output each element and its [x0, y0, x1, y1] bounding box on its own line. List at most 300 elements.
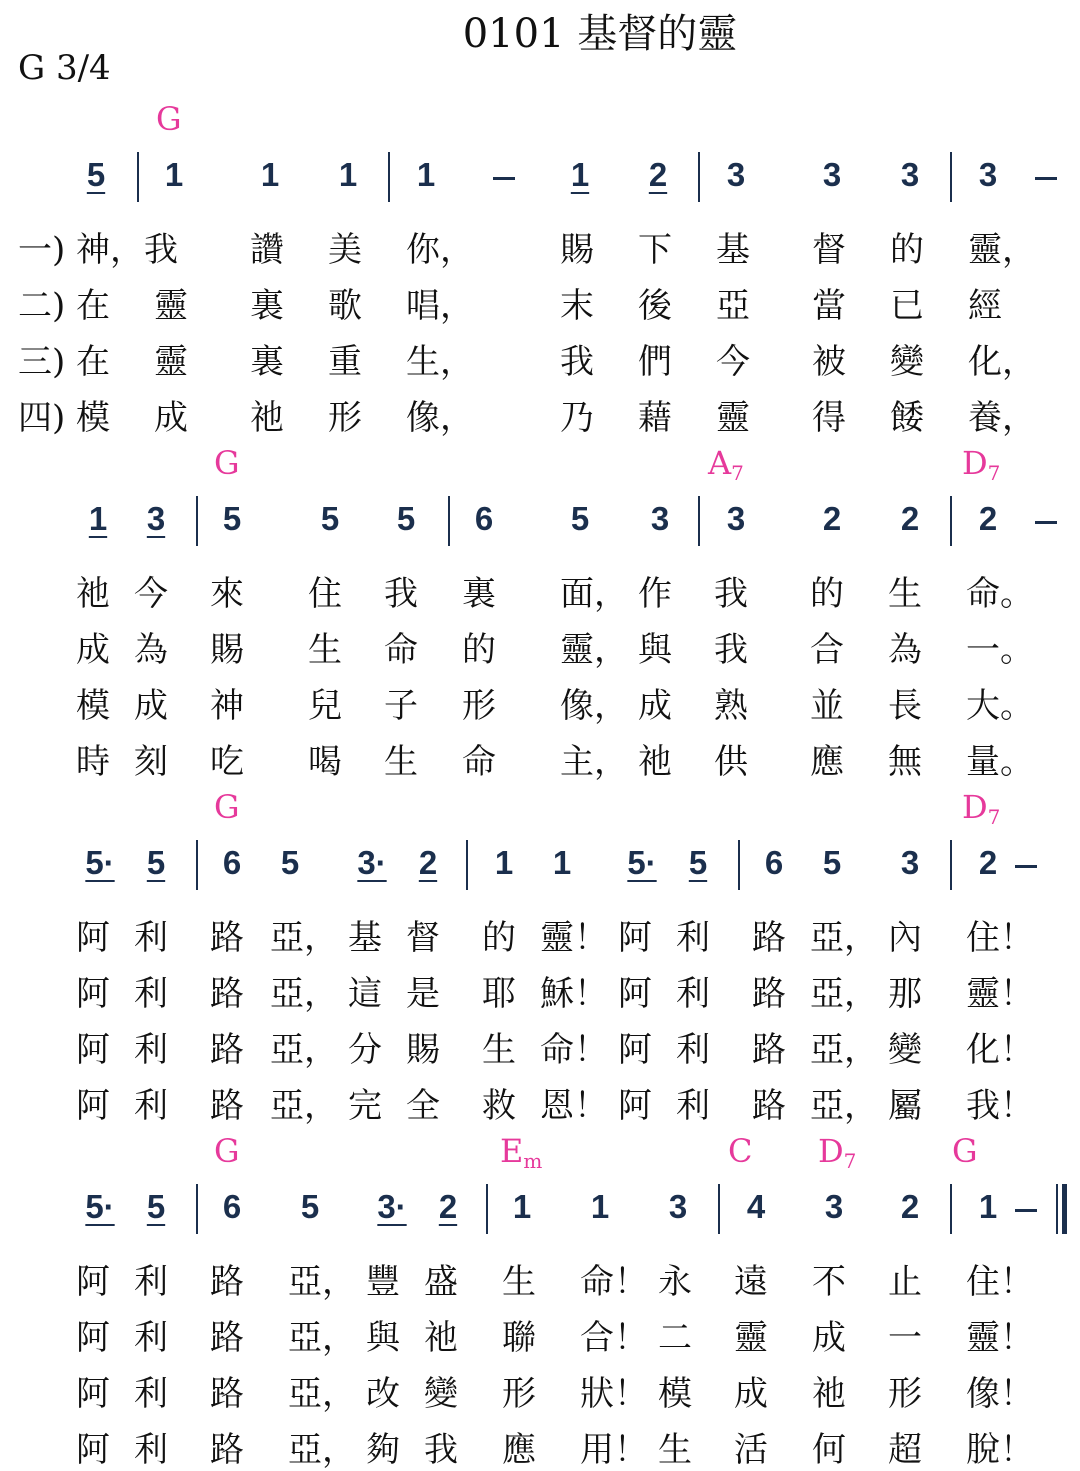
note: 1 [978, 1188, 998, 1225]
lyric-syllable: 亞， [810, 974, 878, 1014]
lyric-syllable: 這 [348, 974, 382, 1014]
lyric-syllable: 合！ [580, 1318, 648, 1358]
lyric-syllable: 亞， [810, 1030, 878, 1070]
lyric-syllable: 形 [502, 1374, 536, 1414]
note: 3 [726, 500, 746, 537]
lyric-syllable: 變 [888, 1030, 922, 1070]
note: 1 [494, 844, 514, 881]
sustain-dash [1015, 865, 1037, 868]
lyric-syllable: 我 [714, 574, 748, 614]
lyric-syllable: 命。 [966, 574, 1034, 614]
lyric-syllable: 活 [734, 1430, 768, 1470]
chord [952, 1132, 978, 1170]
lyric-syllable: 重 [328, 342, 362, 382]
lyric-syllable: 一 [888, 1318, 922, 1358]
lyric-syllable: 供 [714, 742, 748, 782]
lyric-syllable: 成 [734, 1374, 768, 1414]
lyric-syllable: 路 [210, 1262, 244, 1302]
chord [214, 444, 240, 482]
verse-number: 二) [18, 286, 66, 326]
barline [388, 152, 390, 202]
chord-root: D [962, 444, 988, 482]
lyric-syllable: 已 [890, 286, 924, 326]
chord-root: G [952, 1132, 978, 1170]
lyric-syllable: 亞， [288, 1262, 356, 1302]
chord [962, 444, 1000, 485]
lyric-syllable: 為 [888, 630, 922, 670]
note: 2 [900, 500, 920, 537]
chord [214, 1132, 240, 1170]
lyric-syllable: 應 [502, 1430, 536, 1470]
barline [486, 1184, 488, 1234]
lyric-syllable: 你， [406, 230, 474, 270]
lyric-syllable: 內 [888, 918, 922, 958]
note: 1 [590, 1188, 610, 1225]
note: 3· [377, 1188, 407, 1225]
chord-root: G [156, 100, 182, 138]
lyric-syllable: 利 [676, 1086, 710, 1126]
lyric-syllable: 靈 [154, 342, 188, 382]
lyric-syllable: 喝 [308, 742, 342, 782]
lyric-syllable: 狀！ [580, 1374, 648, 1414]
lyric-syllable: 利 [676, 974, 710, 1014]
lyric-syllable: 經 [968, 286, 1002, 326]
chord-quality: m [523, 1149, 543, 1173]
lyric-syllable: 形 [462, 686, 496, 726]
lyric-syllable: 的 [890, 230, 924, 270]
lyric-syllable: 督 [406, 918, 440, 958]
lyric-syllable: 形 [888, 1374, 922, 1414]
note: 5 [320, 500, 340, 537]
lyric-syllable: 模 [76, 398, 110, 438]
lyric-syllable: 裏 [462, 574, 496, 614]
note: 3 [726, 156, 746, 193]
lyric-syllable: 用！ [580, 1430, 648, 1470]
barline [196, 496, 198, 546]
lyric-syllable: 靈！ [966, 974, 1034, 1014]
lyric-syllable: 遠 [734, 1262, 768, 1302]
chord-root: G [214, 1132, 240, 1170]
lyric-syllable: 阿 [618, 1086, 652, 1126]
barline [950, 496, 952, 546]
lyric-syllable: 利 [134, 1262, 168, 1302]
lyric-syllable: 我 [424, 1430, 458, 1470]
lyric-syllable: 與 [366, 1318, 400, 1358]
barline [738, 840, 740, 890]
lyric-syllable: 路 [210, 1086, 244, 1126]
note: 3· [357, 844, 387, 881]
lyric-syllable: 當 [812, 286, 846, 326]
lyric-syllable: 一。 [966, 630, 1034, 670]
lyric-syllable: 形 [328, 398, 362, 438]
lyric-syllable: 夠 [366, 1430, 400, 1470]
lyric-syllable: 祂 [638, 742, 672, 782]
lyric-syllable: 盛 [424, 1262, 458, 1302]
note: 5· [627, 844, 657, 881]
lyric-syllable: 模 [76, 686, 110, 726]
lyric-syllable: 路 [210, 1430, 244, 1470]
barline [950, 1184, 952, 1234]
lyric-syllable: 豐 [366, 1262, 400, 1302]
lyric-syllable: 住！ [966, 1262, 1034, 1302]
chord-root: E [500, 1132, 524, 1170]
note: 5· [85, 1188, 115, 1225]
note: 3 [146, 500, 166, 537]
lyric-syllable: 恩！ [540, 1086, 608, 1126]
note: 5· [85, 844, 115, 881]
lyric-syllable: 完 [348, 1086, 382, 1126]
note: 5 [86, 156, 106, 193]
lyric-syllable: 阿 [76, 1262, 110, 1302]
lyric-syllable: 的 [462, 630, 496, 670]
lyric-syllable: 變 [424, 1374, 458, 1414]
lyric-syllable: 祂 [424, 1318, 458, 1358]
lyric-syllable: 像！ [966, 1374, 1034, 1414]
lyric-syllable: 利 [134, 974, 168, 1014]
lyric-syllable: 祂 [812, 1374, 846, 1414]
lyric-syllable: 生 [658, 1430, 692, 1470]
lyric-syllable: 路 [752, 918, 786, 958]
sustain-dash [493, 177, 515, 180]
note: 1 [570, 156, 590, 193]
final-barline-thick [1062, 1184, 1067, 1234]
lyric-syllable: 亞， [810, 1086, 878, 1126]
lyric-syllable: 像， [406, 398, 474, 438]
chord-quality: 7 [987, 461, 1001, 485]
lyric-syllable: 靈 [154, 286, 188, 326]
lyric-syllable: 裏 [250, 342, 284, 382]
chord-root: D [962, 788, 988, 826]
barline [950, 152, 952, 202]
lyric-syllable: 美 [328, 230, 362, 270]
lyric-syllable: 全 [406, 1086, 440, 1126]
note: 2 [900, 1188, 920, 1225]
barline [698, 496, 700, 546]
chord-root: G [214, 788, 240, 826]
note: 6 [474, 500, 494, 537]
lyric-syllable: 像， [560, 686, 628, 726]
lyric-syllable: 我！ [966, 1086, 1034, 1126]
lyric-syllable: 合 [810, 630, 844, 670]
lyric-syllable: 靈， [968, 230, 1036, 270]
note: 6 [222, 1188, 242, 1225]
note: 3 [822, 156, 842, 193]
lyric-syllable: 兒 [308, 686, 342, 726]
lyric-syllable: 唱， [406, 286, 474, 326]
lyric-syllable: 利 [134, 1086, 168, 1126]
lyric-syllable: 裏 [250, 286, 284, 326]
lyric-syllable: 在 [76, 286, 110, 326]
lyric-syllable: 今 [134, 574, 168, 614]
lyric-syllable: 阿 [76, 1374, 110, 1414]
note: 3 [900, 156, 920, 193]
note: 6 [222, 844, 242, 881]
note: 2 [648, 156, 668, 193]
lyric-syllable: 後 [638, 286, 672, 326]
lyric-syllable: 止 [888, 1262, 922, 1302]
lyric-syllable: 祂 [250, 398, 284, 438]
lyric-syllable: 我 [384, 574, 418, 614]
lyric-syllable: 靈 [716, 398, 750, 438]
lyric-syllable: 神 [210, 686, 244, 726]
lyric-syllable: 靈， [560, 630, 628, 670]
lyric-syllable: 命！ [580, 1262, 648, 1302]
lyric-syllable: 大。 [966, 686, 1034, 726]
lyric-syllable: 刻 [134, 742, 168, 782]
lyric-syllable: 救 [482, 1086, 516, 1126]
lyric-syllable: 是 [406, 974, 440, 1014]
chord [500, 1132, 542, 1173]
lyric-syllable: 亞， [270, 1086, 338, 1126]
lyric-syllable: 作 [638, 574, 672, 614]
note: 5 [396, 500, 416, 537]
lyric-syllable: 住！ [966, 918, 1034, 958]
chord [156, 100, 182, 138]
lyric-syllable: 利 [134, 1430, 168, 1470]
lyric-syllable: 歌 [328, 286, 362, 326]
lyric-syllable: 穌！ [540, 974, 608, 1014]
note: 5 [300, 1188, 320, 1225]
lyric-syllable: 乃 [560, 398, 594, 438]
lyric-syllable: 餧 [890, 398, 924, 438]
lyric-syllable: 亞， [270, 918, 338, 958]
note: 3 [824, 1188, 844, 1225]
chord-root: D [818, 1132, 844, 1170]
lyric-syllable: 生 [502, 1262, 536, 1302]
lyric-syllable: 利 [134, 1030, 168, 1070]
lyric-syllable: 生， [406, 342, 474, 382]
chord [708, 444, 744, 485]
lyric-syllable: 的 [810, 574, 844, 614]
note: 6 [764, 844, 784, 881]
lyric-syllable: 在 [76, 342, 110, 382]
chord-root: A [708, 444, 732, 482]
lyric-syllable: 阿 [76, 974, 110, 1014]
lyric-syllable: 脫！ [966, 1430, 1034, 1470]
lyric-syllable: 督 [812, 230, 846, 270]
lyric-syllable: 亞， [810, 918, 878, 958]
lyric-syllable: 路 [210, 1374, 244, 1414]
note: 1 [512, 1188, 532, 1225]
lyric-syllable: 化！ [966, 1030, 1034, 1070]
lyric-syllable: 那 [888, 974, 922, 1014]
chord-quality: 7 [843, 1149, 857, 1173]
lyric-syllable: 來 [210, 574, 244, 614]
lyric-syllable: 利 [134, 1318, 168, 1358]
note: 5 [146, 1188, 166, 1225]
lyric-syllable: 養， [968, 398, 1036, 438]
lyric-syllable: 時 [76, 742, 110, 782]
lyric-syllable: 與 [638, 630, 672, 670]
lyric-syllable: 路 [210, 974, 244, 1014]
note: 3 [978, 156, 998, 193]
lyric-syllable: 路 [752, 1030, 786, 1070]
lyric-syllable: 亞， [288, 1374, 356, 1414]
note: 1 [88, 500, 108, 537]
lyric-syllable: 阿 [76, 918, 110, 958]
barline [196, 1184, 198, 1234]
note: 2 [978, 500, 998, 537]
barline [448, 496, 450, 546]
barline [137, 152, 139, 202]
lyric-syllable: 阿 [76, 1318, 110, 1358]
lyric-syllable: 我 [560, 342, 594, 382]
note: 2 [978, 844, 998, 881]
note: 3 [668, 1188, 688, 1225]
lyric-syllable: 量。 [966, 742, 1034, 782]
note: 5 [222, 500, 242, 537]
barline [698, 152, 700, 202]
lyric-syllable: 屬 [888, 1086, 922, 1126]
key-time-signature: G 3/4 [18, 48, 111, 88]
lyric-syllable: 路 [752, 974, 786, 1014]
chord [962, 788, 1000, 829]
barline [466, 840, 468, 890]
sustain-dash [1035, 521, 1057, 524]
verse-number: 四) [18, 398, 66, 438]
lyric-syllable: 化， [968, 342, 1036, 382]
lyric-syllable: 改 [366, 1374, 400, 1414]
lyric-syllable: 成 [76, 630, 110, 670]
lyric-syllable: 亞 [716, 286, 750, 326]
lyric-syllable: 變 [890, 342, 924, 382]
lyric-syllable: 模 [658, 1374, 692, 1414]
verse-number: 一) [18, 230, 66, 270]
sustain-dash [1015, 1209, 1037, 1212]
barline [950, 840, 952, 890]
lyric-syllable: 利 [134, 918, 168, 958]
chord-quality: 7 [731, 461, 744, 485]
lyric-syllable: 路 [752, 1086, 786, 1126]
lyric-syllable: 靈！ [540, 918, 608, 958]
chord [818, 1132, 856, 1173]
lyric-syllable: 我 [714, 630, 748, 670]
chord-root: C [728, 1132, 753, 1170]
lyric-syllable: 亞， [270, 1030, 338, 1070]
note: 5 [146, 844, 166, 881]
lyric-syllable: 聯 [502, 1318, 536, 1358]
lyric-syllable: 成 [638, 686, 672, 726]
lyric-syllable: 的 [482, 918, 516, 958]
lyric-syllable: 利 [134, 1374, 168, 1414]
final-barline-thin [1056, 1184, 1058, 1234]
barline [718, 1184, 720, 1234]
lyric-syllable: 基 [348, 918, 382, 958]
lyric-syllable: 面， [560, 574, 628, 614]
lyric-syllable: 路 [210, 1318, 244, 1358]
lyric-syllable: 末 [560, 286, 594, 326]
lyric-syllable: 靈！ [966, 1318, 1034, 1358]
lyric-syllable: 吃 [210, 742, 244, 782]
lyric-syllable: 下 [638, 230, 672, 270]
chord [728, 1132, 752, 1170]
lyric-syllable: 阿 [618, 1030, 652, 1070]
lyric-syllable: 二 [658, 1318, 692, 1358]
note: 2 [418, 844, 438, 881]
lyric-syllable: 並 [810, 686, 844, 726]
lyric-syllable: 神，我 [76, 230, 178, 270]
lyric-syllable: 主， [560, 742, 628, 782]
lyric-syllable: 住 [308, 574, 342, 614]
lyric-syllable: 賜 [210, 630, 244, 670]
lyric-syllable: 無 [888, 742, 922, 782]
lyric-syllable: 利 [676, 918, 710, 958]
lyric-syllable: 基 [716, 230, 750, 270]
lyric-syllable: 分 [348, 1030, 382, 1070]
lyric-syllable: 亞， [288, 1430, 356, 1470]
note: 5 [822, 844, 842, 881]
lyric-syllable: 不 [812, 1262, 846, 1302]
lyric-syllable: 生 [482, 1030, 516, 1070]
lyric-syllable: 應 [810, 742, 844, 782]
verse-number: 三) [18, 342, 66, 382]
lyric-syllable: 子 [384, 686, 418, 726]
lyric-syllable: 路 [210, 1030, 244, 1070]
note: 4 [746, 1188, 766, 1225]
lyric-syllable: 為 [134, 630, 168, 670]
note: 3 [900, 844, 920, 881]
lyric-syllable: 阿 [76, 1430, 110, 1470]
note: 5 [570, 500, 590, 537]
note: 5 [688, 844, 708, 881]
lyric-syllable: 亞， [270, 974, 338, 1014]
lyric-syllable: 們 [638, 342, 672, 382]
chord [214, 788, 240, 826]
lyric-syllable: 今 [716, 342, 750, 382]
chord-root: G [214, 444, 240, 482]
lyric-syllable: 利 [676, 1030, 710, 1070]
lyric-syllable: 亞， [288, 1318, 356, 1358]
lyric-syllable: 生 [308, 630, 342, 670]
note: 3 [650, 500, 670, 537]
barline [196, 840, 198, 890]
lyric-syllable: 被 [812, 342, 846, 382]
lyric-syllable: 生 [384, 742, 418, 782]
lyric-syllable: 命 [384, 630, 418, 670]
lyric-syllable: 命！ [540, 1030, 608, 1070]
sustain-dash [1035, 177, 1057, 180]
lyric-syllable: 路 [210, 918, 244, 958]
lyric-syllable: 祂 [76, 574, 110, 614]
lyric-syllable: 賜 [406, 1030, 440, 1070]
note: 2 [822, 500, 842, 537]
lyric-syllable: 讚 [250, 230, 284, 270]
note: 1 [164, 156, 184, 193]
lyric-syllable: 得 [812, 398, 846, 438]
lyric-syllable: 藉 [638, 398, 672, 438]
note: 1 [338, 156, 358, 193]
lyric-syllable: 超 [888, 1430, 922, 1470]
lyric-syllable: 何 [812, 1430, 846, 1470]
lyric-syllable: 成 [134, 686, 168, 726]
note: 1 [260, 156, 280, 193]
note: 5 [280, 844, 300, 881]
lyric-syllable: 耶 [482, 974, 516, 1014]
lyric-syllable: 命 [462, 742, 496, 782]
lyric-syllable: 阿 [76, 1030, 110, 1070]
note: 1 [416, 156, 436, 193]
lyric-syllable: 長 [888, 686, 922, 726]
lyric-syllable: 熟 [714, 686, 748, 726]
lyric-syllable: 成 [154, 398, 188, 438]
lyric-syllable: 成 [812, 1318, 846, 1358]
lyric-syllable: 永 [658, 1262, 692, 1302]
hymn-title: 0101 基督的靈 [462, 11, 738, 57]
lyric-syllable: 賜 [560, 230, 594, 270]
note: 2 [438, 1188, 458, 1225]
lyric-syllable: 靈 [734, 1318, 768, 1358]
note: 1 [552, 844, 572, 881]
